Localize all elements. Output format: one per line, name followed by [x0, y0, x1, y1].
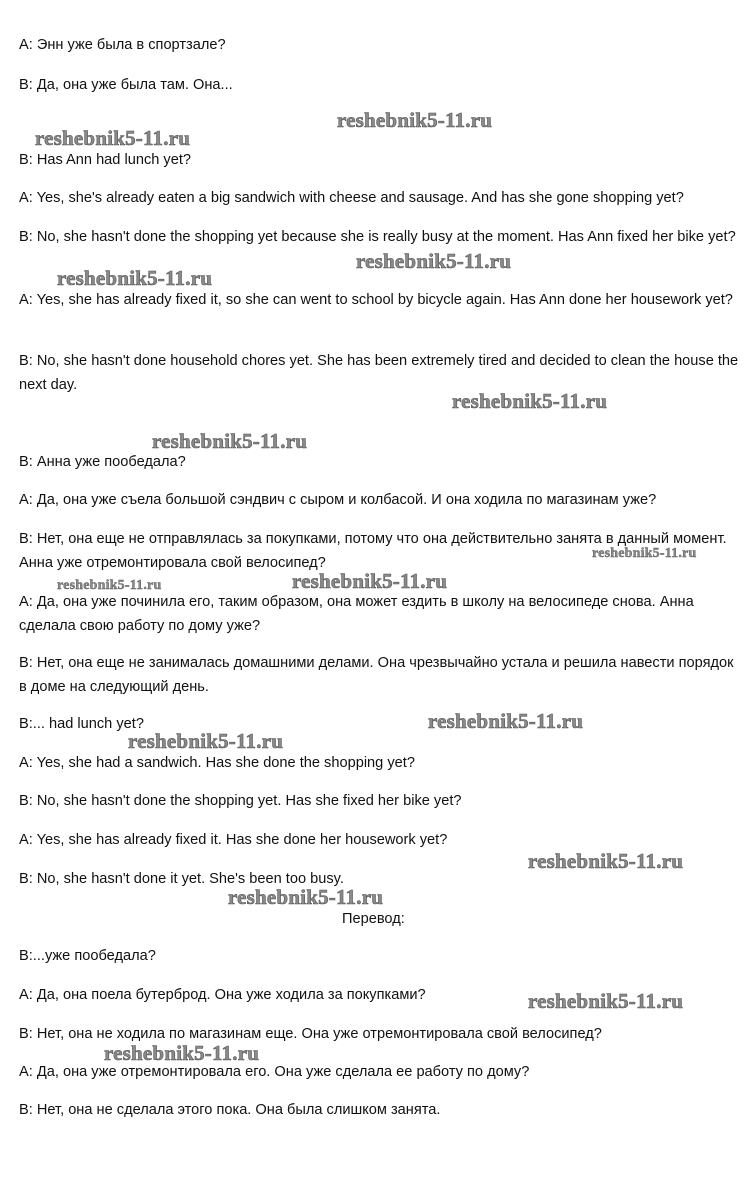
- watermark: reshebnik5-11.ru: [428, 709, 584, 733]
- dialogue-line: A: Да, она уже починила его, таким образом, она может ездить в школу на велосипеде снова. Анна сделала свою работу по дому уже?: [19, 594, 694, 634]
- dialogue-line: B:... had lunch yet?: [19, 716, 144, 732]
- dialogue-line: B: No, she hasn't done it yet. She's been too busy.: [19, 871, 344, 887]
- watermark: reshebnik5-11.ru: [104, 1041, 260, 1065]
- dialogue-line: B: Анна уже пообедала?: [19, 454, 186, 470]
- dialogue-line: B: Да, она уже была там. Она...: [19, 77, 233, 93]
- watermark: reshebnik5-11.ru: [452, 389, 608, 413]
- watermark: reshebnik5-11.ru: [337, 108, 493, 132]
- watermark: reshebnik5-11.ru: [35, 126, 191, 150]
- watermark: reshebnik5-11.ru: [592, 546, 697, 561]
- dialogue-line: A: Yes, she's already eaten a big sandwich with cheese and sausage. And has she gone shopping yet?: [19, 190, 684, 206]
- watermark: reshebnik5-11.ru: [528, 849, 684, 873]
- watermark: reshebnik5-11.ru: [356, 249, 512, 273]
- dialogue-line: A: Да, она поела бутерброд. Она уже ходила за покупками?: [19, 987, 426, 1003]
- dialogue-line: B: Has Ann had lunch yet?: [19, 152, 191, 168]
- dialogue-line: B: Нет, она еще не занималась домашними делами. Она чрезвычайно устала и решила навести порядок в доме на следующий день.: [19, 655, 734, 695]
- dialogue-line: A: Yes, she has already fixed it, so she can went to school by bicycle again. Has Ann done her housework yet?: [19, 292, 733, 308]
- dialogue-line: A: Энн уже была в спортзале?: [19, 37, 226, 53]
- dialogue-line: A: Да, она уже съела большой сэндвич с сыром и колбасой. И она ходила по магазинам уже?: [19, 492, 657, 508]
- dialogue-line: A: Yes, she had a sandwich. Has she done the shopping yet?: [19, 755, 415, 771]
- dialogue-line: B:...уже пообедала?: [19, 948, 156, 964]
- translation-heading: Перевод:: [342, 911, 405, 927]
- dialogue-line: B: Нет, она не сделала этого пока. Она была слишком занята.: [19, 1102, 441, 1118]
- dialogue-line: B: No, she hasn't done household chores yet. She has been extremely tired and decided to clean the house the next day.: [19, 353, 739, 393]
- watermark: reshebnik5-11.ru: [57, 578, 162, 593]
- dialogue-line: B: No, she hasn't done the shopping yet because she is really busy at the moment. Has Ann fixed her bike yet?: [19, 229, 736, 245]
- dialogue-line: A: Да, она уже отремонтировала его. Она уже сделала ее работу по дому?: [19, 1064, 530, 1080]
- dialogue-line: A: Yes, she has already fixed it. Has she done her housework yet?: [19, 832, 448, 848]
- watermark: reshebnik5-11.ru: [152, 429, 308, 453]
- watermark: reshebnik5-11.ru: [292, 569, 448, 593]
- watermark: reshebnik5-11.ru: [528, 989, 684, 1013]
- watermark: reshebnik5-11.ru: [128, 729, 284, 753]
- dialogue-line: B: No, she hasn't done the shopping yet. Has she fixed her bike yet?: [19, 793, 462, 809]
- watermark: reshebnik5-11.ru: [228, 885, 384, 909]
- dialogue-line: B: Нет, она еще не отправлялась за покупками, потому что она действительно занята в данный момент. Анна уже отремонтировала свой велосипед?: [19, 531, 727, 571]
- dialogue-line: B: Нет, она не ходила по магазинам еще. Она уже отремонтировала свой велосипед?: [19, 1026, 602, 1042]
- watermark: reshebnik5-11.ru: [57, 266, 213, 290]
